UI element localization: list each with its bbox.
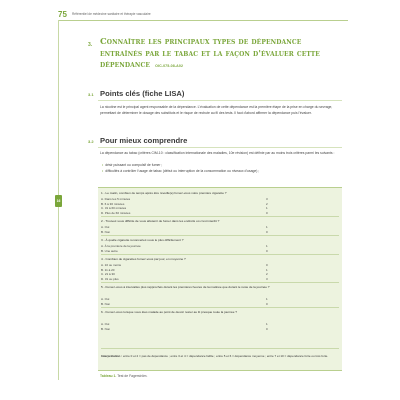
question-text: 1 - Le matin, combien de temps après être réveillé(e) fumez-vous votre première cigarette ? — [101, 191, 227, 195]
option-label: C. 31 à 60 minutes — [101, 206, 127, 210]
bullet-item: • désir puissant ou compulsif de fumer ; — [102, 163, 338, 169]
option-score: 3 — [266, 276, 268, 281]
question-separator — [101, 216, 339, 217]
question-separator — [101, 282, 339, 283]
fagerstrom-test-table — [98, 187, 342, 371]
option-score: 0 — [266, 248, 268, 253]
option-score: 1 — [266, 322, 268, 326]
interpretation-text: entre 0 et 2 = pas de dépendance ; entre 3 et 4 = dépendance faible ; entre 5 et 6 = dépendance moyenne ; entre 7 et 10 = dépendance forte ou très forte. — [123, 354, 329, 358]
section-title: Points clés (fiche LISA) — [100, 89, 185, 98]
table-caption — [100, 374, 147, 378]
option-label: D. 31 ou plus — [101, 276, 119, 281]
caption-text: Test de Fagerström. — [117, 374, 148, 378]
running-header: Référentiel de médecine sanitaire et thérapie vasculaire — [72, 12, 151, 16]
question-separator — [101, 254, 339, 255]
option-label: A. Oui — [101, 225, 110, 229]
option-label: B. Une autre — [101, 248, 118, 253]
option-label: B. Non — [101, 326, 111, 331]
option-score: 1 — [266, 297, 268, 301]
chapter-side-tab: 16 — [55, 195, 62, 207]
page-number: 75 — [58, 10, 67, 19]
option-score: 2 — [266, 201, 268, 206]
option-score: 0 — [266, 210, 268, 215]
option-label: A. Oui — [101, 322, 110, 326]
chapter-code: OIC-075-08-A02 — [155, 64, 184, 68]
caption-label: Tableau 1. — [100, 374, 117, 378]
question-text: 5 - Fumez-vous à intervalles plus rapprochés durant les premières heures de la matinée que durant le reste de la journée ? — [101, 285, 270, 289]
option-score: 2 — [266, 272, 268, 276]
interpretation-label: Interprétation : — [101, 354, 123, 358]
option-score: 0 — [266, 229, 268, 234]
option-label: B. 6 à 30 minutes — [101, 201, 125, 206]
option-label: B. Non — [101, 301, 111, 306]
question-separator — [101, 348, 339, 349]
chapter-title — [100, 36, 340, 73]
option-label: D. Plus de 60 minutes — [101, 210, 131, 215]
section-rule — [98, 147, 342, 148]
option-score: 0 — [266, 301, 268, 306]
chapter-number: 3. — [88, 42, 93, 48]
question-separator — [101, 307, 339, 308]
chapter-title-text: Connaître les principaux types de dépendance entraînés par le tabac et la façon d'évaluer cette dépendance — [100, 36, 320, 69]
option-label: A. Oui — [101, 297, 110, 301]
option-label: C. 21 à 30 — [101, 272, 115, 276]
section-number: 3.1 — [88, 92, 94, 97]
option-score: 0 — [266, 263, 268, 267]
option-score: 3 — [266, 197, 268, 201]
interpretation — [101, 354, 339, 358]
section-paragraph: La dépendance au tabac (critères CIM-10 : classification internationale des maladies, 10e révision) est définie par au moins trois critères parmi les suivants : — [100, 151, 335, 155]
header-rule — [58, 20, 348, 21]
option-score: 1 — [266, 267, 268, 272]
section-paragraph: La nicotine est le principal agent responsable de la dépendance. L'évaluation de cette dépendance est la première étape de la prise en charge du sevrage, permettant de déterminer le dosage des substituts et le risque de rechute au fil des tests. Il faut d'abord affirmer la dépendance puis l'évaluer. — [100, 105, 333, 115]
option-label: A. 10 ou moins — [101, 263, 122, 267]
section-title: Pour mieux comprendre — [100, 136, 188, 145]
section-number: 3.2 — [88, 139, 94, 144]
option-score: 0 — [266, 326, 268, 331]
option-score: 1 — [266, 206, 268, 210]
bullet-item: • difficultés à contrôler l'usage de tabac (début ou interruption de la consommation ou niveaux d'usage) ; — [102, 169, 338, 175]
bullet-list — [102, 163, 338, 174]
question-separator — [101, 235, 339, 236]
option-label: A. À la première de la journée — [101, 244, 141, 248]
option-label: B. 11 à 20 — [101, 267, 115, 272]
question-text: 6 - Fumez-vous lorsque vous êtes malade au point de devoir rester au lit presque toute la journée ? — [101, 310, 238, 314]
question-text: 4 - Combien de cigarettes fumez-vous par jour, en moyenne ? — [101, 257, 186, 261]
option-score: 1 — [266, 225, 268, 229]
option-score: 1 — [266, 244, 268, 248]
option-label: A. Dans les 5 minutes — [101, 197, 131, 201]
section-rule — [98, 100, 342, 101]
option-label: B. Non — [101, 229, 111, 234]
question-text: 2 - Trouvez-vous difficile de vous abstenir de fumer dans les endroits où c'est interdit ? — [101, 219, 220, 223]
question-text: 3 - À quelle cigarette renonceriez-vous le plus difficilement ? — [101, 238, 184, 242]
